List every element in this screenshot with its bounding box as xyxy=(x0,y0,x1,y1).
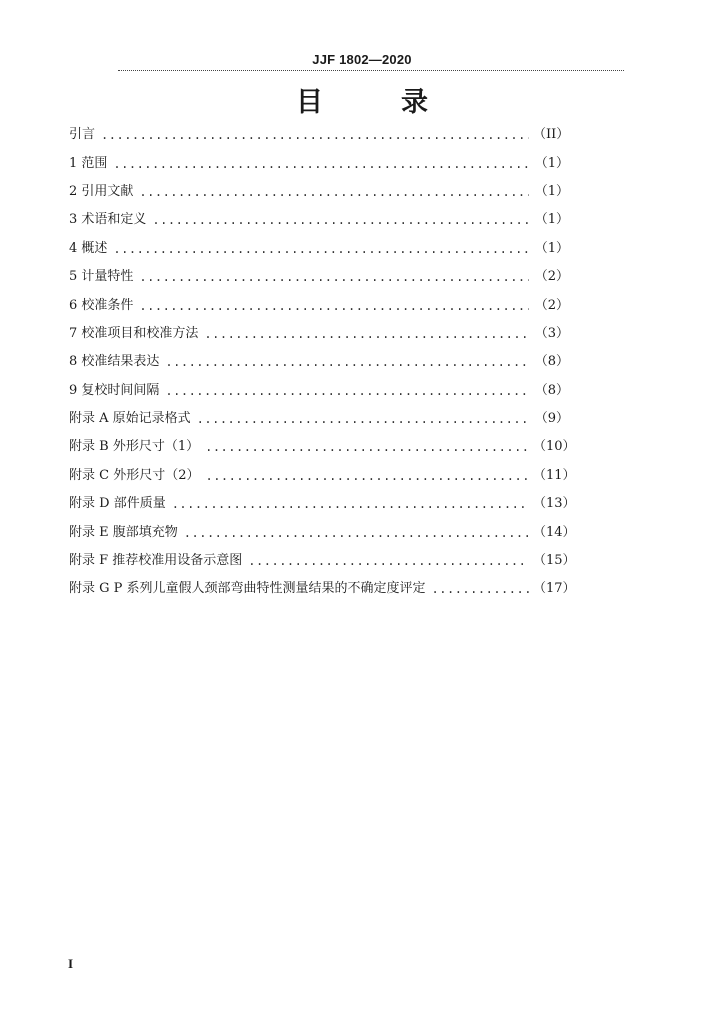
toc-entry-label: 附录 A 原始记录格式 xyxy=(69,411,191,427)
header-divider xyxy=(118,70,624,71)
toc-entry-7[interactable] xyxy=(69,320,569,348)
toc-entry-label: 附录 C 外形尺寸（2） xyxy=(69,467,200,483)
toc-entry-6[interactable] xyxy=(69,291,569,319)
toc-entry-page: （15） xyxy=(533,553,576,569)
toc-entry-appendix-e[interactable] xyxy=(69,518,576,546)
toc-entry-page: （8） xyxy=(534,382,569,398)
page-number: I xyxy=(68,956,74,971)
toc-leader-dots xyxy=(152,206,529,234)
toc-entry-2[interactable] xyxy=(69,178,569,206)
toc-entry-page: （1） xyxy=(534,212,569,228)
toc-leader-dots xyxy=(205,433,529,461)
toc-leader-dots xyxy=(139,263,529,291)
toc-entry-page: （1） xyxy=(534,183,569,199)
toc-entry-label: 附录 F 推荐校准用设备示意图 xyxy=(69,553,243,569)
toc-entry-appendix-b[interactable] xyxy=(69,433,576,461)
toc-leader-dots xyxy=(197,405,529,433)
toc-entry-label: 5 计量特性 xyxy=(69,269,134,285)
toc-entry-1[interactable] xyxy=(69,149,569,177)
toc-entry-label: 1 范围 xyxy=(69,155,108,171)
toc-entry-page: （3） xyxy=(534,325,569,341)
toc-leader-dots xyxy=(101,121,529,149)
toc-entry-label: 2 引用文献 xyxy=(69,183,134,199)
toc-entry-label: 3 术语和定义 xyxy=(69,212,147,228)
toc-leader-dots xyxy=(205,462,529,490)
toc-entry-label: 7 校准项目和校准方法 xyxy=(69,325,199,341)
toc-leader-dots xyxy=(204,320,529,348)
toc-entry-appendix-f[interactable] xyxy=(69,547,576,575)
toc-entry-page: （9） xyxy=(534,411,569,427)
toc-title-char-1: 目 xyxy=(296,87,323,118)
toc-entry-page: （2） xyxy=(534,269,569,285)
toc-entry-label: 附录 B 外形尺寸（1） xyxy=(69,439,200,455)
toc-entry-9[interactable] xyxy=(69,377,569,405)
toc-entry-page: （14） xyxy=(533,524,576,540)
toc-leader-dots xyxy=(113,235,529,263)
toc-entry-appendix-a[interactable] xyxy=(69,405,569,433)
toc-entry-page: （1） xyxy=(534,240,569,256)
toc-entry-page: （10） xyxy=(533,439,576,455)
toc-entry-page: （17） xyxy=(533,581,576,597)
toc-entry-appendix-d[interactable] xyxy=(69,490,576,518)
toc-entry-introduction[interactable] xyxy=(69,121,569,149)
toc-leader-dots xyxy=(432,575,529,603)
toc-leader-dots xyxy=(165,348,529,376)
toc-entry-5[interactable] xyxy=(69,263,569,291)
toc-entry-label: 附录 D 部件质量 xyxy=(69,496,166,512)
toc-entry-page: （11） xyxy=(533,467,576,483)
toc-entry-appendix-g[interactable] xyxy=(69,575,576,603)
toc-entry-4[interactable] xyxy=(69,235,569,263)
toc-leader-dots xyxy=(165,377,529,405)
toc-entry-label: 6 校准条件 xyxy=(69,297,134,313)
toc-title-char-2: 录 xyxy=(401,87,428,118)
toc-leader-dots xyxy=(139,178,529,206)
toc-leader-dots xyxy=(184,519,529,547)
toc-entry-label: 附录 G P 系列儿童假人颈部弯曲特性测量结果的不确定度评定 xyxy=(69,581,426,597)
toc-entry-page: （1） xyxy=(534,155,569,171)
toc-entry-3[interactable] xyxy=(69,206,569,234)
toc-entry-appendix-c[interactable] xyxy=(69,462,576,490)
toc-entry-8[interactable] xyxy=(69,348,569,376)
document-code: JJF 1802—2020 xyxy=(312,52,412,67)
toc-entry-label: 4 概述 xyxy=(69,240,108,256)
toc-leader-dots xyxy=(139,292,529,320)
toc-entry-label: 引言 xyxy=(69,127,96,143)
toc-entry-page: （2） xyxy=(534,297,569,313)
toc-title xyxy=(0,86,724,120)
table-of-contents xyxy=(69,121,576,604)
toc-leader-dots xyxy=(248,547,529,575)
toc-entry-label: 附录 E 腹部填充物 xyxy=(69,524,178,540)
toc-entry-page: （II） xyxy=(533,127,570,143)
toc-entry-label: 9 复校时间间隔 xyxy=(69,382,160,398)
toc-entry-page: （8） xyxy=(534,354,569,370)
toc-entry-page: （13） xyxy=(533,496,576,512)
toc-leader-dots xyxy=(113,150,529,178)
toc-leader-dots xyxy=(172,490,529,518)
toc-entry-label: 8 校准结果表达 xyxy=(69,354,160,370)
